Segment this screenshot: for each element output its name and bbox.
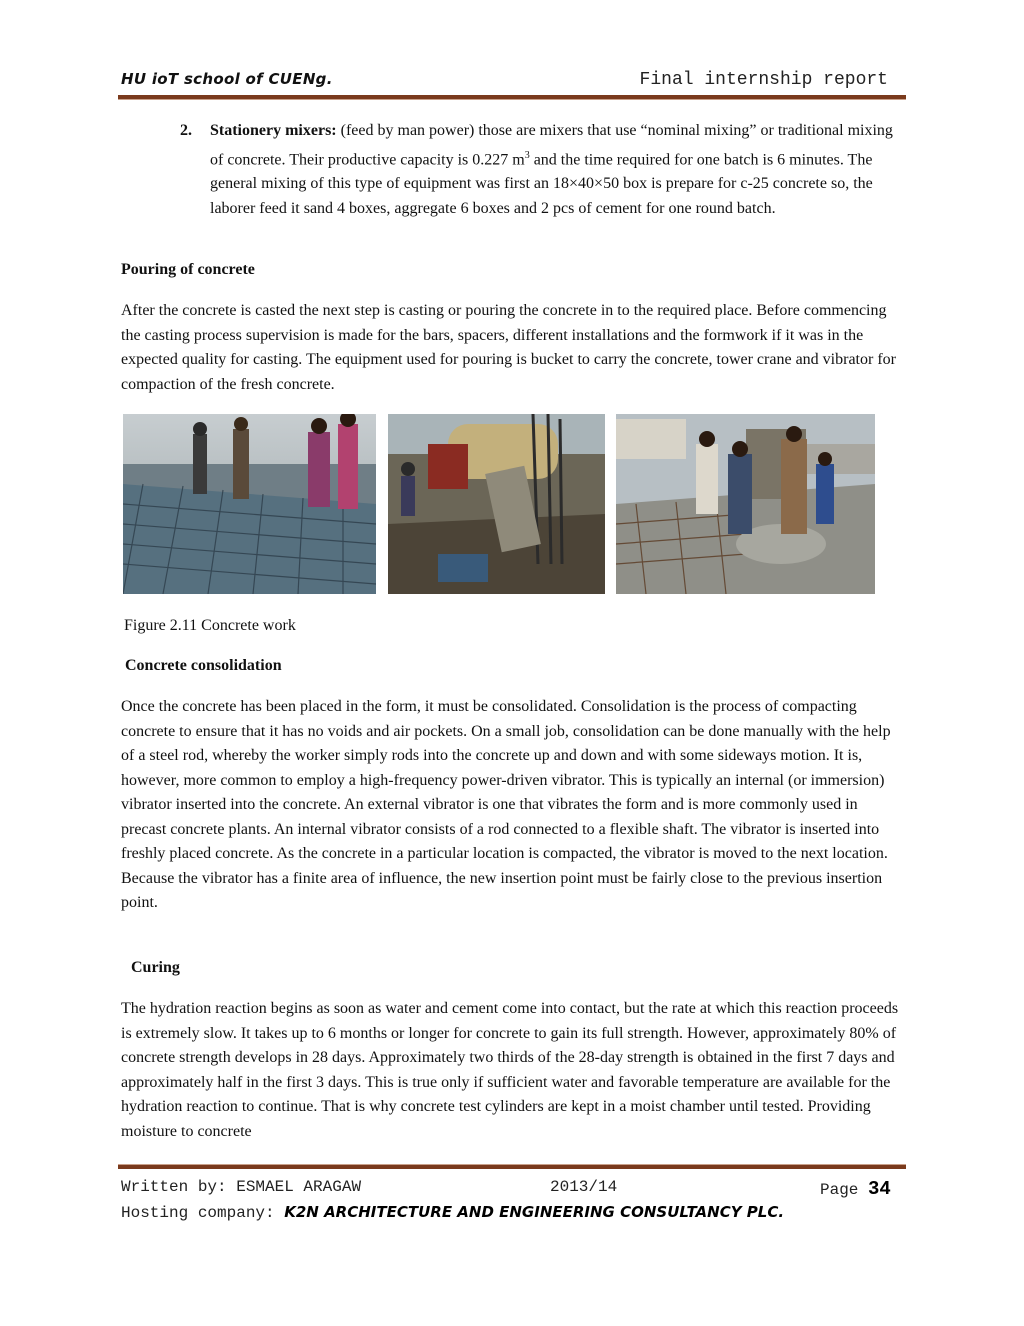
footer-company: K2N ARCHITECTURE AND ENGINEERING CONSULTANCY PLC. (284, 1203, 785, 1221)
footer-rule (118, 1164, 906, 1169)
footer-line-2 (121, 1203, 784, 1222)
footer-year: 2013/14 (550, 1178, 618, 1196)
paragraph-pouring: After the concrete is casted the next step is casting or pouring the concrete in to the required place. Before commencing the casting process supervision is made for the bars, spacers, different installations and the formwork if it was in the expected quality for casting. The equipment used for pouring is bucket to carry the concrete, tower crane and vibrator for compaction of the fresh concrete. (121, 302, 896, 393)
footer-hosting-label: Hosting company: (121, 1204, 275, 1222)
heading-curing: Curing (131, 959, 180, 976)
footer-page-number: 34 (868, 1178, 891, 1200)
list-number: 2. (180, 122, 192, 139)
header-rule (118, 95, 906, 100)
photo-mixer-truck (388, 414, 605, 594)
header-report-title: Final internship report (639, 70, 888, 90)
superscript-3: 3 (524, 149, 530, 161)
footer-line-1 (121, 1178, 891, 1200)
list-text-1: (feed by man power) those are mixers that use “nominal mixing” or traditional mixing of concrete. Their productive capacity is 0.227 m (210, 122, 893, 168)
footer-page (820, 1178, 891, 1200)
photo-bucket-pour (616, 414, 875, 594)
list-title: Stationery mixers: (210, 122, 337, 139)
heading-pouring: Pouring of concrete (121, 261, 255, 278)
list-text-2: and the time required for one batch is 6 minutes. The general mixing of this type of equipment was first an 18×40×50 box is prepare for c-25 concrete so, the laborer feed it sand 4 boxes, aggregate 6 boxes and 2 pcs of cement for one round batch. (210, 150, 873, 217)
list-item-stationery-mixers (180, 119, 905, 221)
header-school-name: HU ioT school of CUENg. (121, 70, 333, 88)
paragraph-curing: The hydration reaction begins as soon as water and cement come into contact, but the rate at which this reaction proceeds is extremely slow. It takes up to 6 months or longer for concrete to gain its full strength. However, approximately 80% of concrete strength develops in 28 days. Approximately two thirds of the 28-day strength is obtained in the first 7 days and approximately half in the first 3 days. This is true only if sufficient water and favorable temperature are available for the hydration reaction to continue. That is why concrete test cylinders are kept in a moist chamber until tested. Providing moisture to concrete (121, 1000, 899, 1140)
paragraph-consolidation: Once the concrete has been placed in the form, it must be consolidated. Consolidation is the process of compacting concrete to ensure that it has no voids and air pockets. On a small job, consolidation can be done manually with the help of a steel rod, whereby the worker simply rods into the concrete up and down and with some sideways motion. It is, however, more common to employ a high-frequency power-driven vibrator. This is typically an internal (or immersion) vibrator inserted into the concrete. An external vibrator is one that vibrates the form and is more commonly used in precast concrete plants. An internal vibrator consists of a rod connected to a flexible shaft. The vibrator is inserted into freshly placed concrete. As the concrete in a particular location is compacted, the vibrator is moved to the next location. Because the vibrator has a finite area of influence, the new insertion point must be fairly close to the previous insertion point. (121, 698, 891, 911)
figure-caption: Figure 2.11 Concrete work (124, 617, 296, 634)
footer-page-label: Page (820, 1181, 859, 1199)
heading-consolidation: Concrete consolidation (125, 657, 282, 674)
list-body (210, 119, 905, 221)
footer-written-by: Written by: ESMAEL ARAGAW (121, 1178, 362, 1196)
photo-rebar-pouring (123, 414, 376, 594)
